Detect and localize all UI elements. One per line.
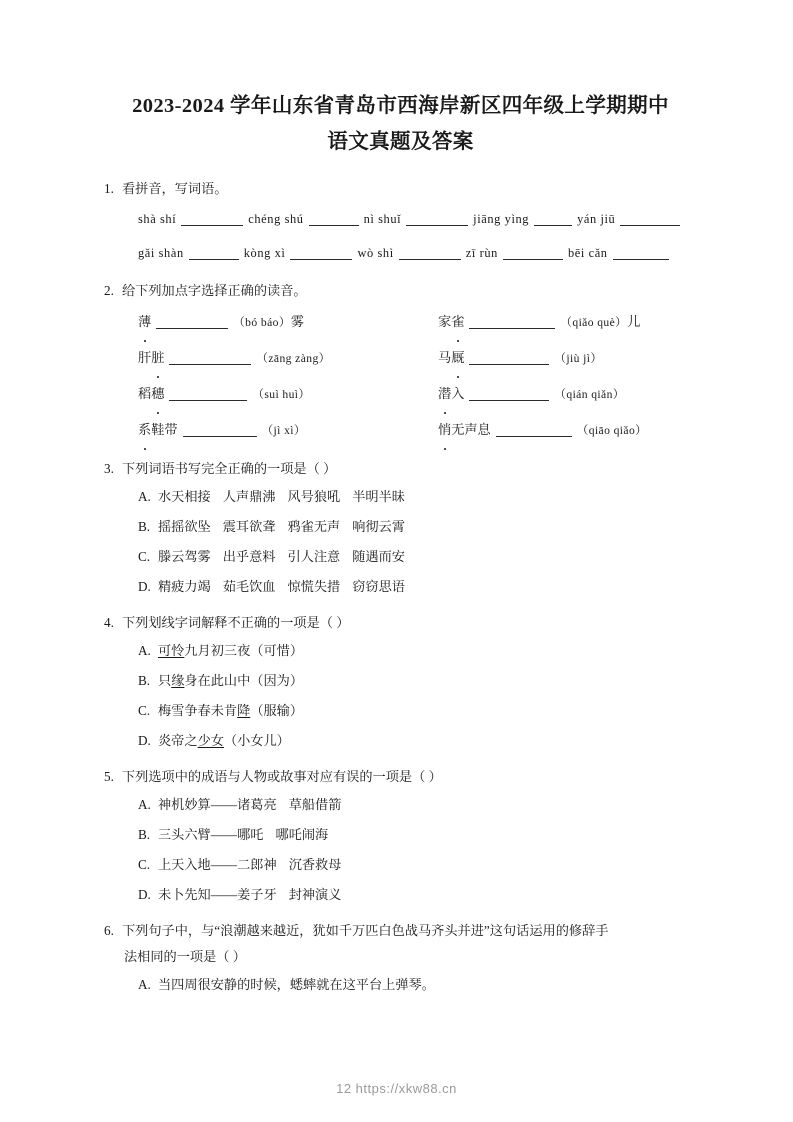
q2-choices: （qiǎo què）	[560, 316, 628, 329]
question-3-number: 3.	[104, 461, 114, 476]
question-5-option-b[interactable]	[104, 820, 697, 850]
q2-dot-char: 穗	[151, 376, 164, 411]
option-part: 未卜先知——姜子牙	[158, 887, 277, 902]
q2-item-2	[438, 304, 738, 340]
pinyin-1-2: chéng shú	[248, 212, 304, 226]
question-1-text: 看拼音，写词语。	[122, 181, 228, 196]
pinyin-2-5: bēi cǎn	[567, 246, 608, 260]
q2-word-pre: 家	[438, 314, 452, 329]
q2-word-tail: 儿	[627, 314, 641, 329]
pinyin-2-3: wò shì	[357, 246, 394, 260]
q2-item-4	[438, 340, 738, 376]
option-post: 身在此山中（因为）	[184, 673, 304, 688]
q2-word-post: 鞋带	[151, 422, 178, 437]
q2-choices: （qiāo qiǎo）	[576, 424, 648, 437]
question-4-option-b[interactable]	[104, 666, 697, 696]
answer-blank[interactable]	[189, 259, 239, 260]
answer-blank[interactable]	[290, 259, 352, 260]
option-part: 半明半昧	[352, 489, 405, 504]
option-part: 惊慌失措	[287, 579, 341, 594]
q2-item-3	[138, 340, 438, 376]
q2-word-post: 入	[451, 386, 465, 401]
option-label: A.	[138, 643, 151, 658]
option-part: 鸦雀无声	[287, 519, 341, 534]
question-1-stem	[104, 176, 697, 202]
question-2-text: 给下列加点字选择正确的读音。	[122, 283, 307, 298]
question-2	[104, 278, 697, 448]
q2-choices: （jì xì）	[261, 424, 306, 437]
option-post: 九月初三夜（可惜）	[184, 643, 304, 658]
answer-blank[interactable]	[156, 328, 228, 329]
question-6-text-line2: 法相同的一项是（ ）	[124, 949, 246, 964]
option-pre: 炎帝之	[158, 733, 198, 748]
q2-choices: （zāng zàng）	[256, 352, 331, 365]
option-pre: 只	[158, 673, 172, 688]
option-part: 上天入地——二郎神	[158, 857, 277, 872]
q2-item-5	[138, 376, 438, 412]
question-3-stem	[104, 456, 697, 482]
pinyin-2-4: zī rùn	[465, 246, 498, 260]
question-6-option-a[interactable]	[104, 970, 697, 1000]
footer-watermark: 12 https://xkw88.cn	[336, 1081, 457, 1096]
question-4-text: 下列划线字词解释不正确的一项是（ ）	[122, 615, 350, 630]
answer-blank[interactable]	[534, 225, 572, 226]
question-5-option-d[interactable]	[104, 880, 697, 910]
option-part: 窃窃思语	[352, 579, 405, 594]
option-part: 哪吒闹海	[275, 827, 329, 842]
option-part: 沉香救母	[288, 857, 342, 872]
option-label: D.	[138, 887, 151, 902]
option-post: （服输）	[250, 703, 304, 718]
option-pre: 梅雪争春未肯	[158, 703, 238, 718]
question-5-number: 5.	[104, 769, 114, 784]
question-2-number: 2.	[104, 283, 114, 298]
question-5-text: 下列选项中的成语与人物或故事对应有误的一项是（ ）	[122, 769, 442, 784]
option-label: D.	[138, 579, 151, 594]
pinyin-1-1: shà shí	[138, 212, 177, 226]
question-6-text-line1: 下列句子中，与“浪潮越来越近，犹如千万匹白色战马齐头并进”这句话运用的修辞手	[122, 923, 609, 938]
option-part: 人声鼎沸	[222, 489, 276, 504]
q2-item-1	[138, 304, 438, 340]
option-label: C.	[138, 857, 151, 872]
question-2-items	[104, 304, 697, 448]
question-6	[104, 918, 697, 1000]
q2-dot-char: 雀	[451, 304, 464, 339]
answer-blank[interactable]	[181, 225, 243, 226]
option-underlined: 缘	[171, 673, 185, 688]
q2-item-6	[438, 376, 738, 412]
answer-blank[interactable]	[169, 400, 247, 401]
question-5-stem	[104, 764, 697, 790]
pinyin-2-2: kòng xì	[243, 246, 286, 260]
pinyin-1-3: nì shuǐ	[363, 212, 402, 226]
option-underlined: 少女	[197, 733, 224, 748]
option-part: 三头六臂——哪吒	[158, 827, 264, 842]
q2-dot-char: 薄	[138, 304, 151, 339]
answer-blank[interactable]	[469, 328, 555, 329]
option-underlined: 可怜	[158, 643, 185, 658]
question-3	[104, 456, 697, 602]
q2-dot-char: 厩	[451, 340, 464, 375]
option-text: 当四周很安静的时候，蟋蟀就在这平台上弹琴。	[158, 977, 435, 992]
q2-choices: （jiù jì）	[554, 352, 603, 365]
answer-blank[interactable]	[183, 436, 257, 437]
option-part: 封神演义	[288, 887, 342, 902]
question-4-number: 4.	[104, 615, 114, 630]
question-3-option-b[interactable]	[104, 512, 697, 542]
q2-word-post: 无声息	[451, 422, 491, 437]
option-label: A.	[138, 977, 151, 992]
title-line-2: 语文真题及答案	[327, 131, 474, 153]
answer-blank[interactable]	[309, 225, 359, 226]
option-part: 出乎意料	[222, 549, 276, 564]
answer-blank[interactable]	[399, 259, 461, 260]
answer-blank[interactable]	[620, 225, 680, 226]
q2-dot-char: 脏	[151, 340, 164, 375]
page-title	[104, 88, 697, 160]
q2-dot-char: 系	[138, 412, 151, 447]
option-post: （小女儿）	[223, 733, 290, 748]
question-5-option-a[interactable]	[104, 790, 697, 820]
option-label: B.	[138, 673, 151, 688]
option-label: B.	[138, 519, 151, 534]
question-3-option-d[interactable]	[104, 572, 697, 602]
option-part: 精疲力竭	[158, 579, 211, 594]
answer-blank[interactable]	[496, 436, 572, 437]
pinyin-1-4: jiāng yìng	[473, 212, 530, 226]
option-part: 随遇而安	[352, 549, 405, 564]
answer-blank[interactable]	[613, 259, 669, 260]
option-part: 滕云驾雾	[158, 549, 211, 564]
option-label: D.	[138, 733, 151, 748]
option-part: 草船借箭	[288, 797, 342, 812]
question-2-stem	[104, 278, 697, 304]
option-part: 神机妙算——诸葛亮	[158, 797, 277, 812]
q2-word-pre: 肝	[138, 350, 152, 365]
q2-item-7	[138, 412, 438, 448]
answer-blank[interactable]	[169, 364, 251, 365]
q2-dot-char: 潜	[438, 376, 451, 411]
q2-choices: （suì huì）	[252, 388, 311, 401]
pinyin-2-1: gǎi shàn	[138, 246, 184, 260]
q2-choices: （qián qiǎn）	[554, 388, 625, 401]
question-6-number: 6.	[104, 923, 114, 938]
option-label: A.	[138, 489, 151, 504]
q2-word-tail: 雾	[290, 314, 304, 329]
title-line-1: 2023-2024 学年山东省青岛市西海岸新区四年级上学期期中	[132, 95, 669, 117]
pinyin-row-1	[104, 202, 697, 236]
option-label: B.	[138, 827, 151, 842]
option-part: 风号狼吼	[287, 489, 341, 504]
option-label: C.	[138, 549, 151, 564]
answer-blank[interactable]	[469, 400, 549, 401]
option-label: C.	[138, 703, 151, 718]
option-part: 摇摇欲坠	[158, 519, 211, 534]
option-part: 引人注意	[287, 549, 341, 564]
option-part: 水天相接	[158, 489, 211, 504]
question-3-option-c[interactable]	[104, 542, 697, 572]
option-part: 茹毛饮血	[222, 579, 276, 594]
q2-choices: （bó báo）	[233, 316, 291, 329]
answer-blank[interactable]	[469, 364, 549, 365]
question-4-option-c[interactable]	[104, 696, 697, 726]
question-4-stem	[104, 610, 697, 636]
question-5-option-c[interactable]	[104, 850, 697, 880]
pinyin-row-2	[104, 236, 697, 270]
question-3-text: 下列词语书写完全正确的一项是（ ）	[122, 461, 337, 476]
option-underlined: 降	[237, 703, 251, 718]
question-1	[104, 176, 697, 270]
question-4-option-d[interactable]	[104, 726, 697, 756]
q2-word-pre: 马	[438, 350, 452, 365]
option-label: A.	[138, 797, 151, 812]
answer-blank[interactable]	[406, 225, 468, 226]
question-6-stem	[104, 918, 697, 970]
question-1-number: 1.	[104, 181, 114, 196]
answer-blank[interactable]	[503, 259, 563, 260]
q2-dot-char: 悄	[438, 412, 451, 447]
pinyin-1-5: yán jiū	[577, 212, 616, 226]
q2-word-pre: 稻	[138, 386, 152, 401]
q2-item-8	[438, 412, 738, 448]
question-5	[104, 764, 697, 910]
option-part: 响彻云霄	[352, 519, 405, 534]
question-4	[104, 610, 697, 756]
question-4-option-a[interactable]	[104, 636, 697, 666]
option-part: 震耳欲聋	[222, 519, 276, 534]
question-3-option-a[interactable]	[104, 482, 697, 512]
